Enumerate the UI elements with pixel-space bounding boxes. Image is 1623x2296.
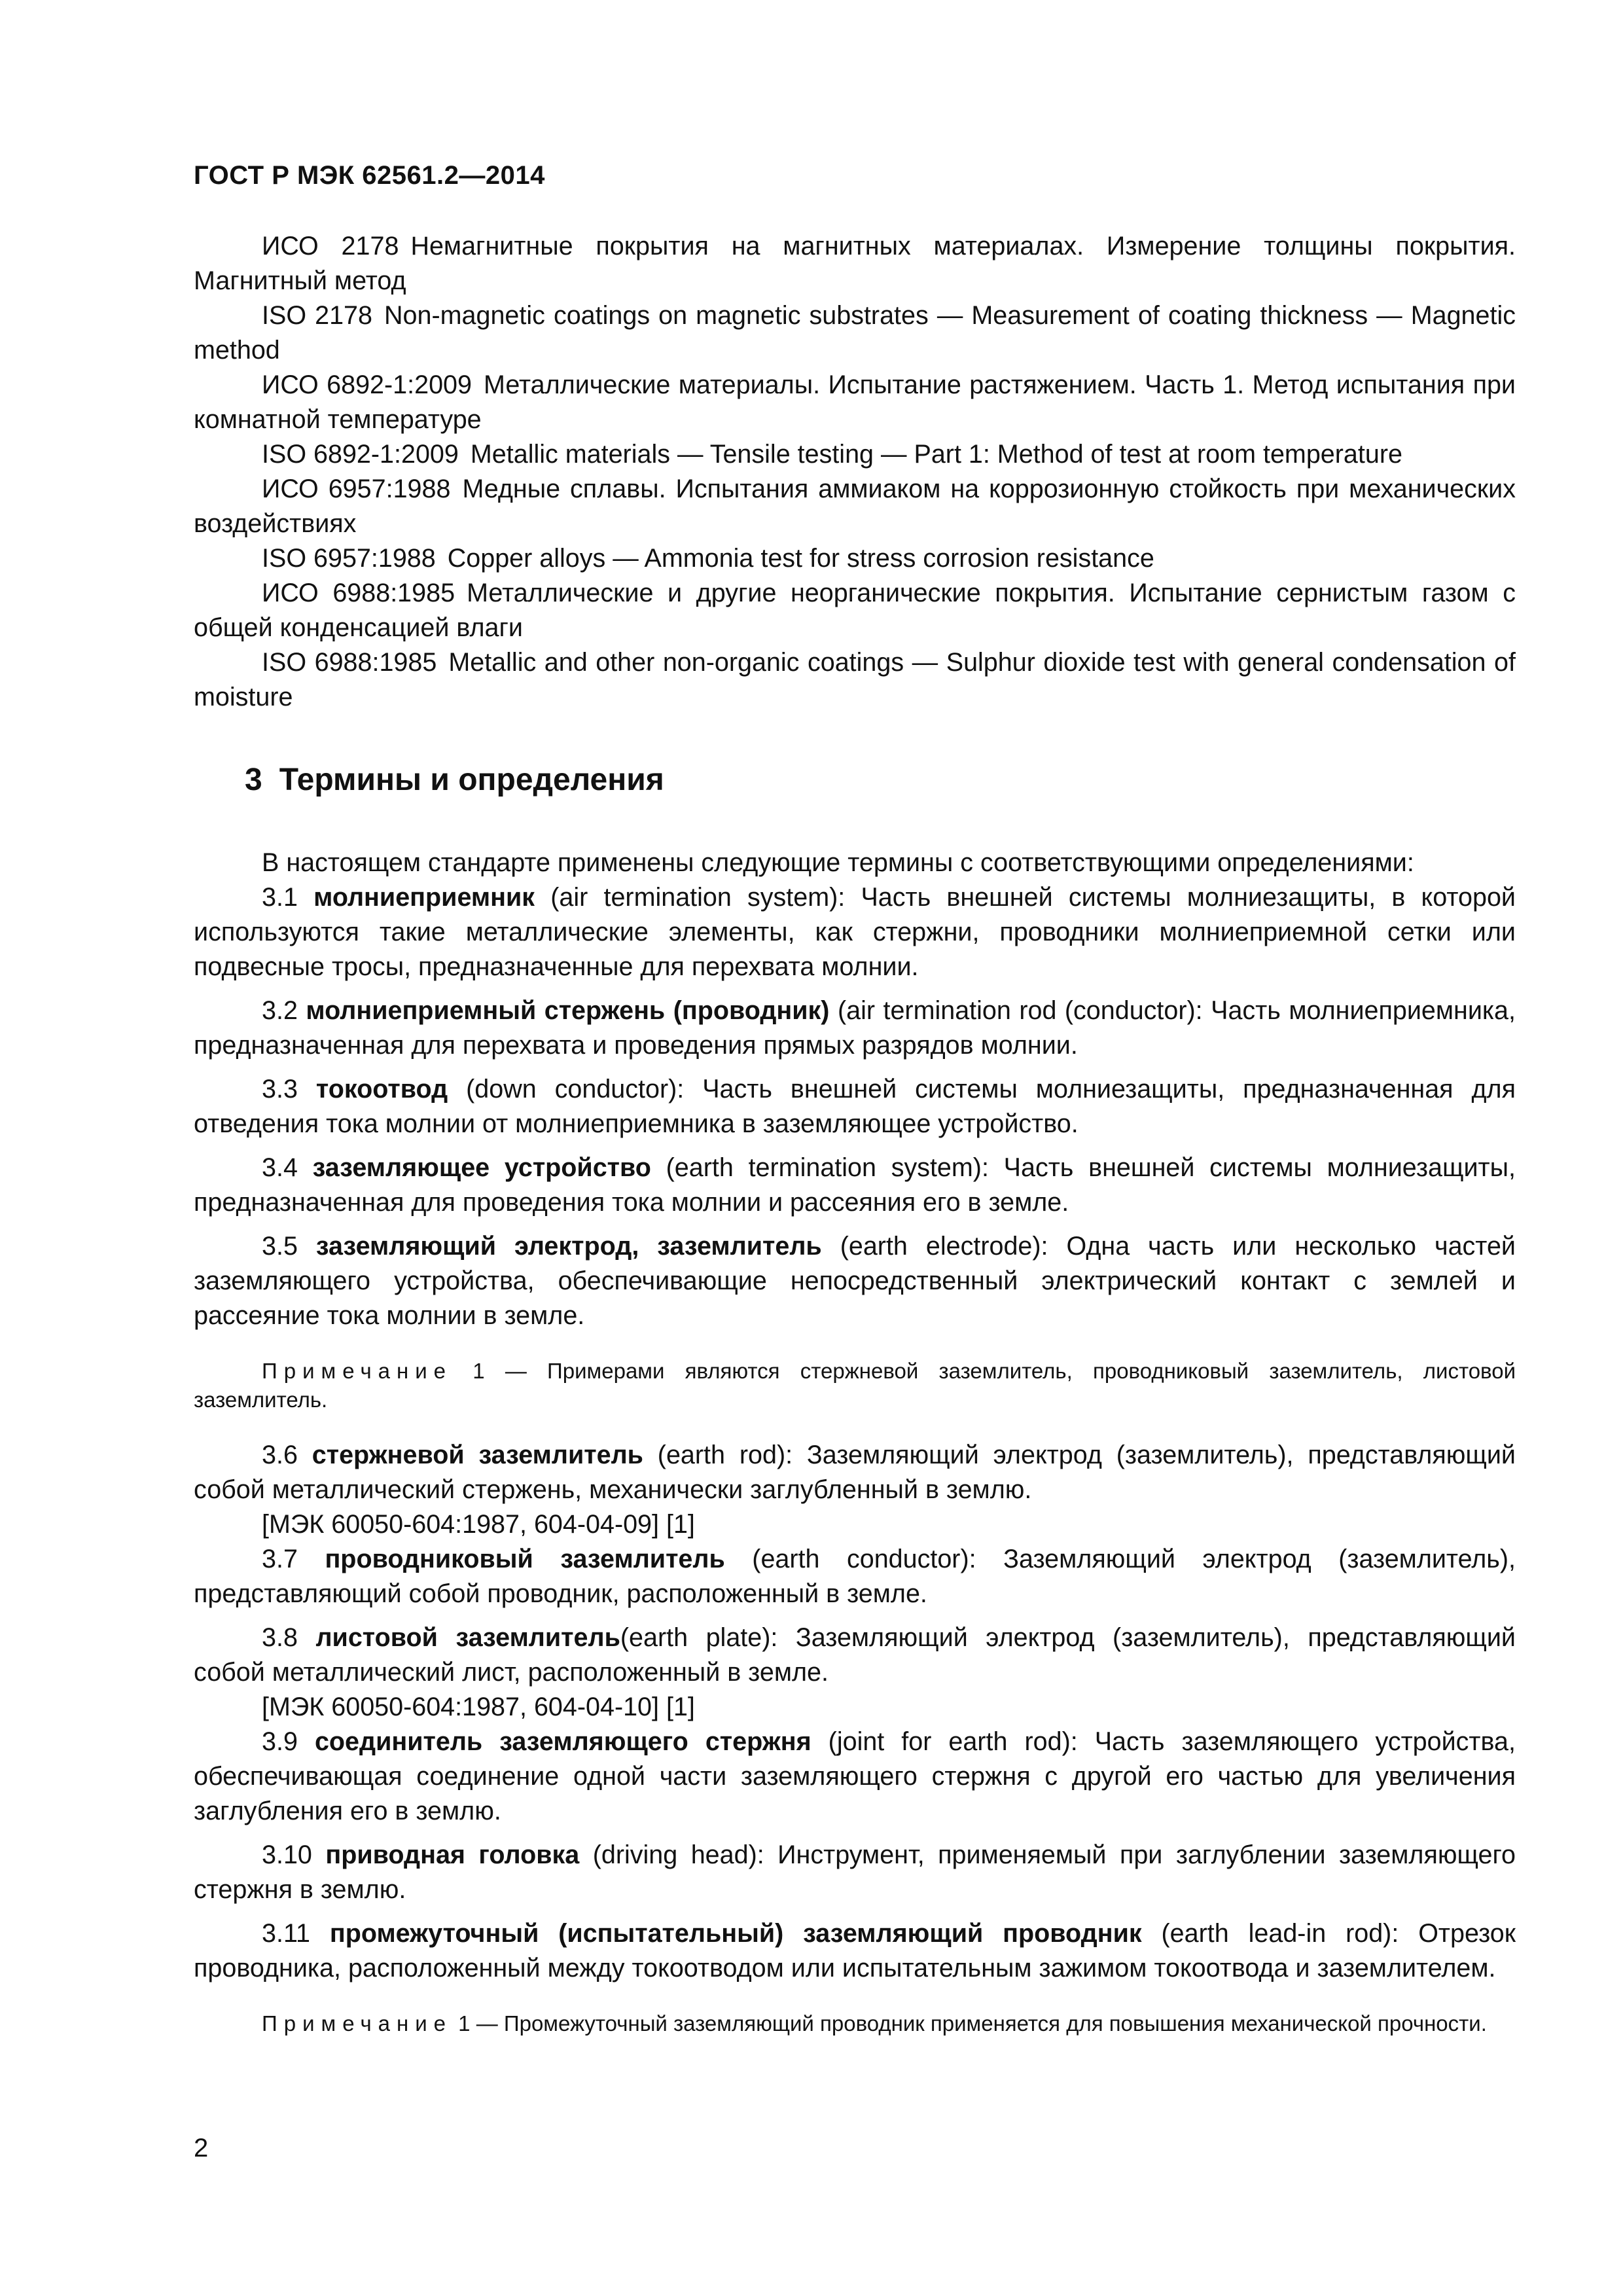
- citation: [МЭК 60050-604:1987, 604-04-09] [1]: [262, 1510, 695, 1539]
- note-number: 1 —: [452, 2011, 504, 2036]
- reference-text: Металлические материалы. Испытание растяжением. Часть 1. Метод испытания при комнатной температуре: [194, 370, 1516, 434]
- term-definition: [194, 1151, 1516, 1220]
- note-label: Примечание: [262, 2011, 453, 2036]
- term-text: (air termination system): Часть внешней системы молниезащиты, в которой используются такие металлические элементы, как стержни, проводники молниеприемной сетки или подвесные тросы, предназначенные для перехвата молнии.: [194, 883, 1516, 981]
- term-text: (earth electrode): Одна часть или несколько частей заземляющего устройства, обеспечивающие непосредственный электрический контакт с землей и рассеяние тока молнии в земле.: [194, 1232, 1516, 1330]
- term-name: заземляющее устройство: [312, 1153, 651, 1182]
- term-number: 3.7: [262, 1545, 298, 1573]
- reference-code: ИСО 2178: [262, 232, 399, 260]
- term-number: 3.4: [262, 1153, 298, 1182]
- term-definition: [194, 1229, 1516, 1333]
- term-number: 3.5: [262, 1232, 298, 1261]
- term-number: 3.8: [262, 1623, 298, 1652]
- section-intro: В настоящем стандарте применены следующие термины с соответствующими определениями:: [262, 848, 1414, 877]
- reference-code: ISO 2178: [262, 301, 372, 330]
- note-label: Примечание: [262, 1359, 453, 1383]
- term-number: 3.9: [262, 1727, 298, 1756]
- reference-code: ISO 6957:1988: [262, 544, 436, 573]
- reference-text: Медные сплавы. Испытания аммиаком на коррозионную стойкость при механических воздействиях: [194, 475, 1516, 538]
- term-text: (driving head): Инструмент, применяемый при заглублении заземляющего стержня в землю.: [194, 1840, 1516, 1904]
- note: [194, 2009, 1516, 2038]
- reference-text: Металлические и другие неорганические покрытия. Испытание сернистым газом с общей конденсацией влаги: [194, 579, 1516, 642]
- term-name: соединитель заземляющего стержня: [314, 1727, 812, 1756]
- page-number: 2: [194, 2134, 209, 2162]
- note-number: 1 —: [452, 1359, 548, 1383]
- reference-item: [194, 541, 1516, 576]
- term-name: стержневой заземлитель: [312, 1441, 643, 1469]
- term-number: 3.10: [262, 1840, 312, 1869]
- term-text: (earth lead-in rod): Отрезок проводника, расположенный между токоотводом или испытательным зажимом токоотвода и заземлителем.: [194, 1919, 1516, 1982]
- reference-code: ИСО 6988:1985: [262, 579, 455, 607]
- term-name: молниеприемник: [313, 883, 535, 912]
- term-name: молниеприемный стержень (проводник): [306, 996, 830, 1025]
- term-definition: [194, 1725, 1516, 1829]
- reference-item: [194, 437, 1516, 472]
- term-name: листовой заземлитель: [315, 1623, 620, 1652]
- term-number: 3.3: [262, 1075, 298, 1103]
- term-definition: [194, 1838, 1516, 1907]
- note-text: Примерами являются стержневой заземлитель, проводниковый заземлитель, листовой заземлитель.: [194, 1359, 1516, 1412]
- reference-text: Non-magnetic coatings on magnetic substrates — Measurement of coating thickness — Magnetic method: [194, 301, 1516, 365]
- reference-code: ISO 6988:1985: [262, 648, 437, 677]
- term-name: заземляющий электрод, заземлитель: [315, 1232, 822, 1261]
- term-name: промежуточный (испытательный) заземляющий проводник: [329, 1919, 1142, 1948]
- reference-text: Metallic and other non-organic coatings — Sulphur dioxide test with general condensation of moisture: [194, 648, 1516, 711]
- reference-item: [194, 368, 1516, 437]
- note: [194, 1357, 1516, 1414]
- reference-text: Немагнитные покрытия на магнитных материалах. Измерение толщины покрытия. Магнитный метод: [194, 232, 1516, 295]
- term-text: (earth conductor): Заземляющий электрод (заземлитель), представляющий собой проводник, расположенный в земле.: [194, 1545, 1516, 1608]
- section-heading: [194, 761, 1516, 800]
- term-text: (air termination rod (conductor): Часть молниеприемника, предназначенная для перехвата и проведения прямых разрядов молнии.: [194, 996, 1516, 1060]
- section-number: 3: [245, 762, 262, 797]
- term-number: 3.2: [262, 996, 298, 1025]
- term-text: (down conductor): Часть внешней системы молниезащиты, предназначенная для отведения тока молнии от молниеприемника в заземляющее устройство.: [194, 1075, 1516, 1138]
- citation: [МЭК 60050-604:1987, 604-04-10] [1]: [262, 1693, 695, 1721]
- reference-code: ИСО 6957:1988: [262, 475, 451, 503]
- term-number: 3.1: [262, 883, 298, 912]
- reference-item: [194, 576, 1516, 645]
- term-definition: [194, 1916, 1516, 1986]
- term-definition: [194, 994, 1516, 1063]
- reference-item: [194, 472, 1516, 541]
- term-definition: [194, 1621, 1516, 1690]
- term-number: 3.6: [262, 1441, 298, 1469]
- reference-text: Metallic materials — Tensile testing — Part 1: Method of test at room temperature: [470, 440, 1402, 469]
- term-name: проводниковый заземлитель: [325, 1545, 725, 1573]
- term-name: токоотвод: [315, 1075, 448, 1103]
- term-text: (earth rod): Заземляющий электрод (заземлитель), представляющий собой металлический стержень, механически заглубленный в землю.: [194, 1441, 1516, 1504]
- term-number: 3.11: [262, 1919, 310, 1948]
- reference-code: ИСО 6892-1:2009: [262, 370, 472, 399]
- term-definition: [194, 1542, 1516, 1611]
- section-title: Термины и определения: [279, 762, 664, 797]
- term-name: приводная головка: [325, 1840, 580, 1869]
- reference-item: [194, 298, 1516, 368]
- page-content: [194, 229, 1516, 2062]
- term-definition: [194, 880, 1516, 984]
- term-text: (earth plate): Заземляющий электрод (заземлитель), представляющий собой металлический лист, расположенный в земле.: [194, 1623, 1516, 1687]
- reference-item: [194, 645, 1516, 715]
- note-text: Промежуточный заземляющий проводник применяется для повышения механической прочности.: [503, 2011, 1487, 2036]
- reference-text: Copper alloys — Ammonia test for stress corrosion resistance: [447, 544, 1154, 573]
- page-header-title: ГОСТ Р МЭК 62561.2—2014: [194, 161, 545, 190]
- term-text: (earth termination system): Часть внешней системы молниезащиты, предназначенная для проведения тока молнии и рассеяния его в земле.: [194, 1153, 1516, 1217]
- term-definition: [194, 1438, 1516, 1507]
- term-text: (joint for earth rod): Часть заземляющего устройства, обеспечивающая соединение одной части заземляющего стержня с другой его частью для увеличения заглубления его в землю.: [194, 1727, 1516, 1825]
- reference-item: [194, 229, 1516, 298]
- term-definition: [194, 1072, 1516, 1141]
- reference-code: ISO 6892-1:2009: [262, 440, 459, 469]
